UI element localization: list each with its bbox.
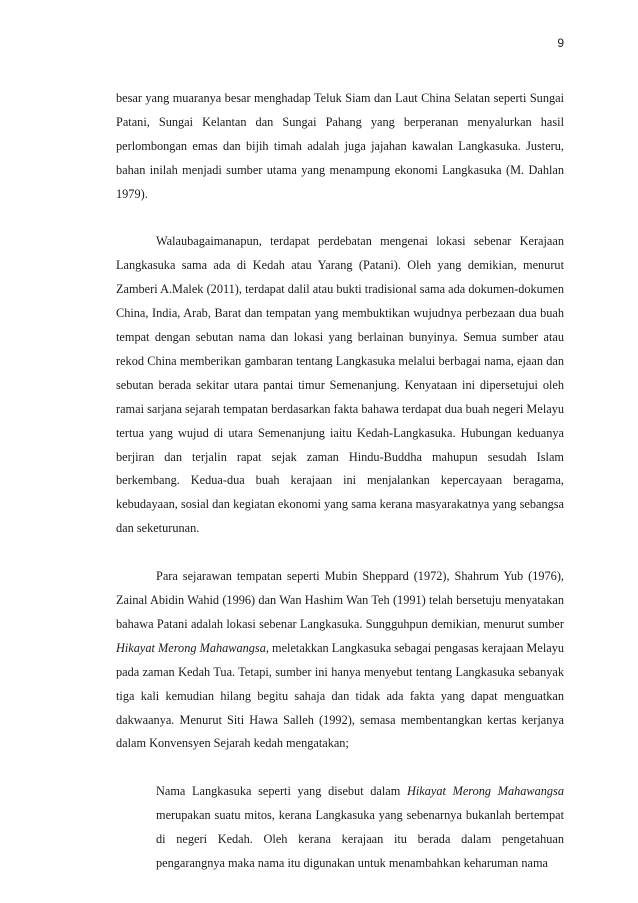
paragraph-langkasuka-rivers: besar yang muaranya besar menghadap Teluk Siam dan Laut China Selatan seperti Sungai Patani, Sungai Kelantan dan Sungai Pahang yang berperanan menyalurkan hasil perlombongan emas dan bijih timah adalah juga jajahan kawalan Langkasuka. Justeru, bahan inilah menjadi sumber utama yang menampung ekonomi Langkasuka (M. Dahlan 1979). [116,91,564,201]
page-number: 9 [557,36,564,50]
quote-text-segment: merupakan suatu mitos, kerana Langkasuka yang sebenarnya bukanlah bertempat di negeri Kedah. Oleh kerana kerajaan itu berada dalam pengetahuan pengarangnya maka nama itu digunakan untuk menambahkan keharuman nama [156,808,564,870]
quote-text-segment: Nama Langkasuka seperti yang disebut dalam [156,784,407,799]
book-title-italic: Hikayat Merong Mahawangsa [407,784,564,799]
book-title-italic: Hikayat Merong Mahawangsa [116,640,266,655]
paragraph-text-segment: , meletakkan Langkasuka sebagai pengasas kerajaan Melayu pada zaman Kedah Tua. Tetapi, sumber ini hanya menyebut tentang Langkasuka sebanyak tiga kali kemudian hilang begitu sahaja dan tidak ada fakta yang dapat menguatkan dakwaanya. Menurut Siti Hawa Salleh (1992), semasa membentangkan kertas kerjanya dalam Konvensyen Sejarah kedah mengatakan; [116,640,564,751]
paragraph-local-historians [116,565,564,756]
paragraph-text-segment: Para sejarawan tempatan seperti Mubin Sheppard (1972), Shahrum Yub (1976), Zainal Abidin Wahid (1996) dan Wan Hashim Wan Teh (1991) telah bersetuju menyatakan bahawa Patani adalah lokasi sebenar Langkasuka. Sungguhpun demikian, menurut sumber [116,569,564,631]
block-quote [156,780,564,876]
document-body [116,87,564,876]
paragraph-location-debate: Walaubagaimanapun, terdapat perdebatan mengenai lokasi sebenar Kerajaan Langkasuka sama ada di Kedah atau Yarang (Patani). Oleh yang demikian, menurut Zamberi A.Malek (2011), terdapat dalil atau bukti tradisional sama ada dokumen-dokumen China, India, Arab, Barat dan tempatan yang membuktikan wujudnya perbezaan dua buah tempat dengan sebutan nama dan lokasi yang berlainan bunyinya. Semua sumber atau rekod China memberikan gambaran tentang Langkasuka melalui berbagai nama, ejaan dan sebutan berada sekitar utara pantai timur Semenanjung. Kenyataan ini dipersetujui oleh ramai sarjana sejarah tempatan berdasarkan fakta bahawa terdapat dua buah negeri Melayu tertua yang wujud di utara Semenanjung iaitu Kedah-Langkasuka. Hubungan keduanya berjiran dan terjalin rapat sejak zaman Hindu-Buddha mahupun sesudah Islam berkembang. Kedua-dua buah kerajaan ini menjalankan kepercayaan beragama, kebudayaan, sosial dan kegiatan ekonomi yang sama kerana masyarakatnya yang sebangsa dan seketurunan. [116,234,564,536]
